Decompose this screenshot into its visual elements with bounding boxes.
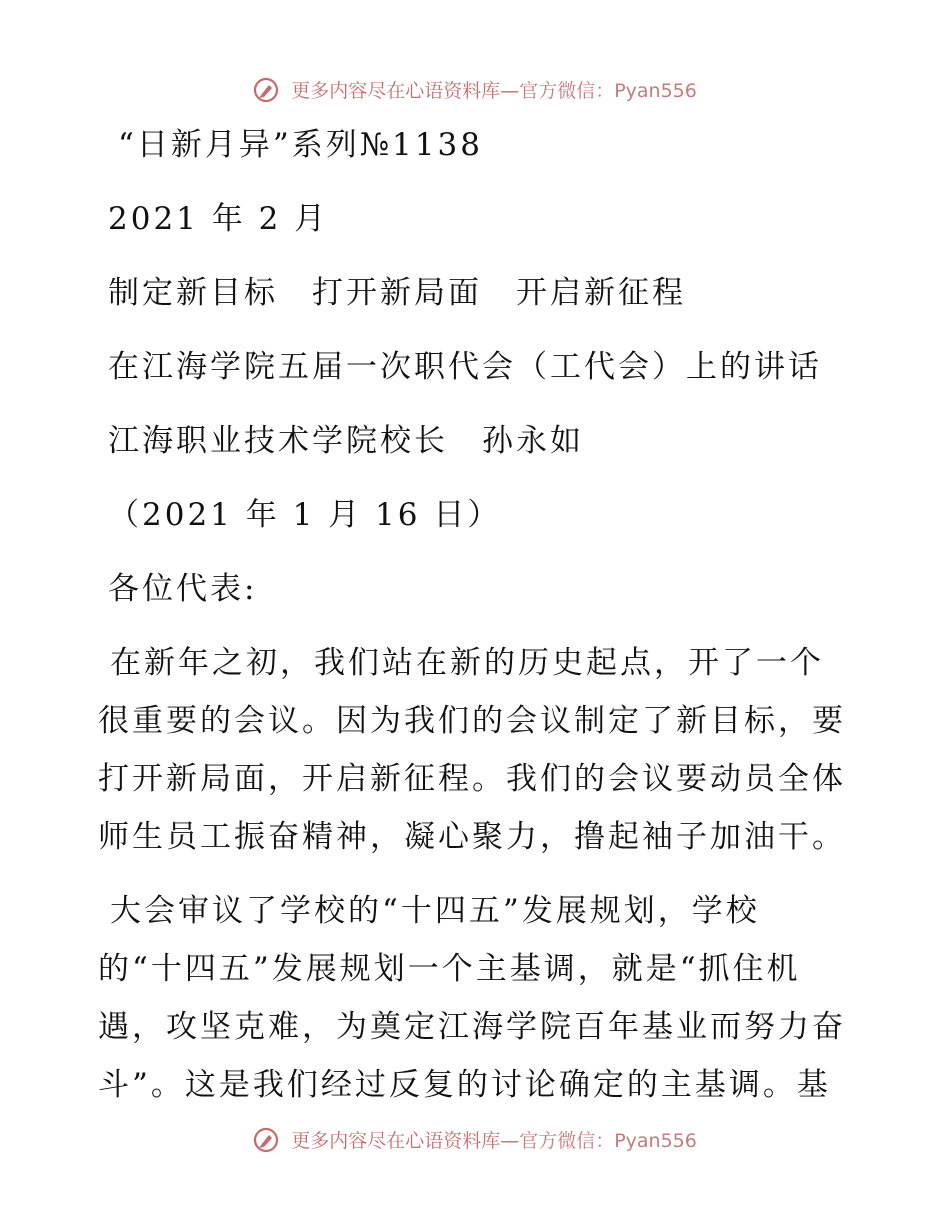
- paragraph-line: 遇，攻坚克难，为奠定江海学院百年基业而努力奋: [98, 1009, 846, 1045]
- paragraph-1: [98, 645, 858, 880]
- salutation: 各位代表:: [108, 571, 258, 607]
- speech-date: （2021 年 1 月 16 日）: [108, 497, 502, 533]
- watermark-separator: —: [500, 1130, 520, 1152]
- watermark-text: [291, 1130, 697, 1152]
- watermark-separator: —: [500, 80, 520, 102]
- series-label: “日新月异”系列№1138: [118, 127, 483, 163]
- paragraph-line: 大会审议了学校的“十四五”发展规划，学校: [110, 893, 760, 929]
- speech-author: 江海职业技术学院校长 孙永如: [108, 423, 584, 459]
- speech-subtitle: 在江海学院五届一次职代会（工代会）上的讲话: [108, 349, 822, 385]
- watermark-wechat: 官方微信：Pyan556: [519, 1130, 697, 1152]
- pen-logo-icon: [253, 77, 279, 103]
- paragraph-line: 斗”。这是我们经过反复的讨论确定的主基调。基: [98, 1067, 831, 1103]
- footer-watermark: [0, 1126, 950, 1153]
- paragraph-line: 的“十四五”发展规划一个主基调，就是“抓住机: [98, 951, 801, 987]
- watermark-text: [291, 80, 697, 102]
- doc-date: 2021 年 2 月: [108, 201, 329, 237]
- paragraph-line: 很重要的会议。因为我们的会议制定了新目标，要: [98, 703, 846, 739]
- paragraph-line: 师生员工振奋精神，凝心聚力，撸起袖子加油干。: [98, 819, 846, 855]
- paragraph-2: [98, 893, 858, 1128]
- watermark-brand: 更多内容尽在心语资料库: [291, 80, 501, 102]
- paragraph-line: 在新年之初，我们站在新的历史起点，开了一个: [110, 645, 824, 681]
- paragraph-line: 打开新局面，开启新征程。我们的会议要动员全体: [98, 761, 846, 797]
- watermark-brand: 更多内容尽在心语资料库: [291, 1130, 501, 1152]
- header-watermark: [0, 76, 950, 103]
- pen-logo-icon: [253, 1127, 279, 1153]
- watermark-wechat: 官方微信：Pyan556: [519, 80, 697, 102]
- speech-title: 制定新目标 打开新局面 开启新征程: [108, 275, 686, 311]
